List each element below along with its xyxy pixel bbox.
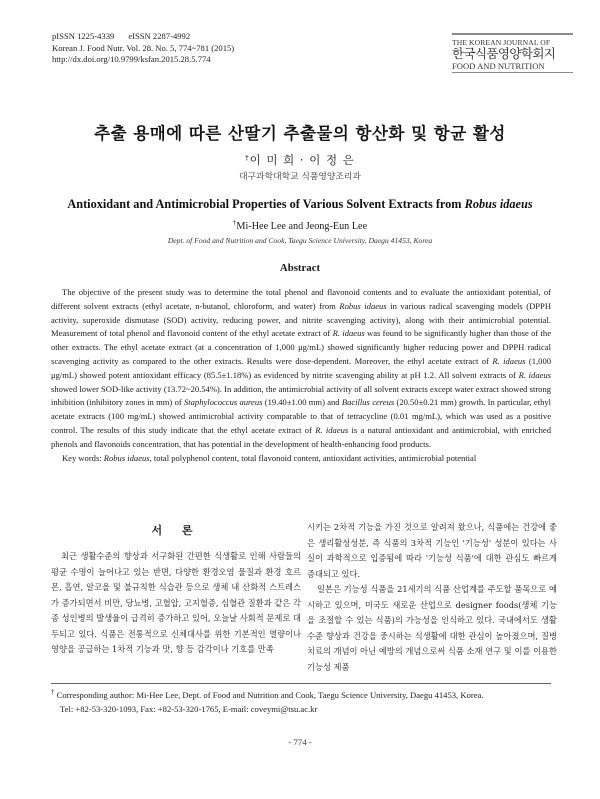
keywords-label: Key words: [62,452,104,463]
abstract-text: (19.40±1.00 mm) and [262,397,342,408]
introduction-heading: 서 론 [151,524,201,537]
korean-authors [0,152,600,168]
doi-link[interactable]: http://dx.doi.org/10.9799/ksfan.2015.28.5.774 [52,54,211,64]
introduction-left-column [51,549,301,658]
eissn: eISSN 2287-4992 [128,31,191,41]
abstract-text: (20.50±0.21 mm) growth. In particular, ethyl acetate extracts (100 mg/mL) showed antimicrobial activity comparable to that of tetracycline (0.01 mg/mL), which was used as a positive control. The results of this study indicate that the ethyl acetate extract of [51,397,551,435]
abstract-heading: Abstract [279,262,321,274]
dagger-mark: † [51,688,55,696]
logo-divider [452,33,573,35]
english-affiliation: Dept. of Food and Nutrition and Cook, Taegu Science University, Daegu 41453, Korea [167,236,433,245]
introduction-right-column [307,520,557,675]
abstract-text: was found to be significantly higher than those of the other extracts. The ethyl acetate extract (at a concentration of 1,000 μg/mL) showed significantly higher reducing power and DPPH radical scavenging activity as compared to the other extracts. Results were dose-dependent. Moreover, the ethyl acetate extract of [51,328,551,366]
species-name: R. idaeus [315,424,349,435]
species-name: R. idaeus [332,328,365,339]
abstract-text: in various radical scavenging models (DPPH activity, superoxide dismutase (SOD) activity, reducing power, and nitrite scavenging activity), along with their antimicrobial potential. Measurement of total phenol and flavonoid content of the ethyl acetate extract of [51,300,551,339]
pissn: pISSN 1225-4339 [52,31,115,41]
footnote-divider [51,683,551,684]
species-name: R. idaeus [492,355,526,366]
introduction-paragraph: 시키는 2차적 기능을 가진 것으로 알려져 왔으나, 식품에는 건강에 좋은 생리활성성분, 즉 식품의 3차적 기능인 '기능성' 성분이 있다는 사실이 과학적으로 입증됨에 따라 '기능성 식품'에 대한 관심도 빠르게 증대되고 있다. [307,522,557,579]
species-name: Robus idaeus [339,300,387,311]
korean-title: 추출 용매에 따른 산딸기 추출물의 항산화 및 항균 활성 [94,124,506,143]
korean-author-names: 이 미 희 · 이 정 은 [249,153,355,167]
introduction-paragraph: 최근 생활수준의 향상과 서구화된 간편한 식생활로 인해 사람들의 평균 수명이 늘어나고 있는 반면, 다양한 환경오염 물질과 환경 호르몬, 흡연, 알코올 및 불규칙한 식습관 등으로 생체 내 산화적 스트레스가 증가되면서 비만, 당뇨병, 고혈압, 고지혈증, 심혈관 질환과 같은 각종 성인병의 발생율이 급격히 증가하고 있어, 오늘날 사회적 문제로 대두되고 있다. 식품은 전통적으로 신체대사를 위한 기본적인 열량이나 영양을 공급하는 1차적 기능과 맛, 향 등 감각이나 기호를 만족 [51,551,301,654]
keywords-list: , total polyphenol content, total flavonoid content, antioxidant activities, antimicrobial potential [149,452,477,463]
english-title [0,197,600,212]
corresponding-author-footnote [51,686,561,716]
species-name: R. idaeus [518,369,552,380]
footnote-line [51,686,561,703]
abstract-text: The objective of the present study was to determine the total phenol and flavonoid contents and to evaluate the antioxidant potential, of different solvent extracts (ethyl acetate, n-butanol, chloroform, and water) from [51,287,551,311]
english-authors [0,219,600,232]
korean-affiliation: 대구과학대학교 식품영양조리과 [239,172,361,182]
english-title-species: Robus idaeus [464,197,533,211]
issn-line [52,31,234,43]
abstract-text: showed lower SOD-like activity (13.72~20.54%). In addition, the antimicrobial activity of all solvent extracts except water extract showed strong inhibition (inhibitory zones in mm) of [51,383,551,408]
journal-logo [452,33,573,73]
footnote-text: Corresponding author: Mi-Hee Lee, Dept. of Food and Nutrition and Cook, Taegu Science University, Daegu 41453, Korea. [54,690,484,700]
abstract-text: (1,000 μg/mL) showed potent antioxidant efficacy (85.5±1.18%) as evidenced by nitrite scavenging ability at pH 1.2. All solvent extracts of [51,355,551,380]
english-title-main: Antioxidant and Antimicrobial Properties of Various Solvent Extracts from [67,197,465,211]
journal-citation: Korean J. Food Nutr. Vol. 28. No. 5, 774~781 (2015) [52,42,235,53]
dagger-mark: † [245,154,250,162]
abstract-text: is a natural antioxidant and antimicrobial, with enriched phenols and flavonoids concentration, that has potential in the development of health-enhancing food products. [51,424,551,449]
english-author-names: Mi-Hee Lee and Jeong-Eun Lee [236,221,368,232]
introduction-paragraph: 일본은 기능성 식품을 21세기의 식품 산업계를 주도할 품목으로 예시하고 있으며, 미국도 새로운 산업으로 designer foods(생체 기능을 조절할 수 있는 식품)의 가능성을 인식하고 있다. 국내에서도 생활수준 향상과 건강을 중시하는 식생활에 대한 관심이 높아졌으며, 질병 치료의 개념이 아닌 예방의 개념으로써 식품 소재 연구 및 이를 이용한 기능성 제품 [307,584,557,672]
logo-top-line: THE KOREAN JOURNAL OF [452,38,551,47]
dagger-mark: † [232,219,237,227]
logo-bottom-line: FOOD AND NUTRITION [452,61,573,73]
abstract-paragraph [51,286,551,452]
page-number: - 774 - [288,737,312,747]
species-name: Robus idaeus [103,452,150,463]
species-name: Staphylococcus aureus [184,397,263,408]
footnote-contact: Tel: +82-53-320-1093, Fax: +82-53-320-1765, E-mail: coveymi@tsu.ac.kr [60,703,318,714]
citation-header [52,31,234,66]
keywords [51,452,551,466]
species-name: Bacillus cereus [341,397,395,408]
abstract-body [51,286,551,465]
logo-korean-name: 한국식품영양학회지 [452,46,556,61]
